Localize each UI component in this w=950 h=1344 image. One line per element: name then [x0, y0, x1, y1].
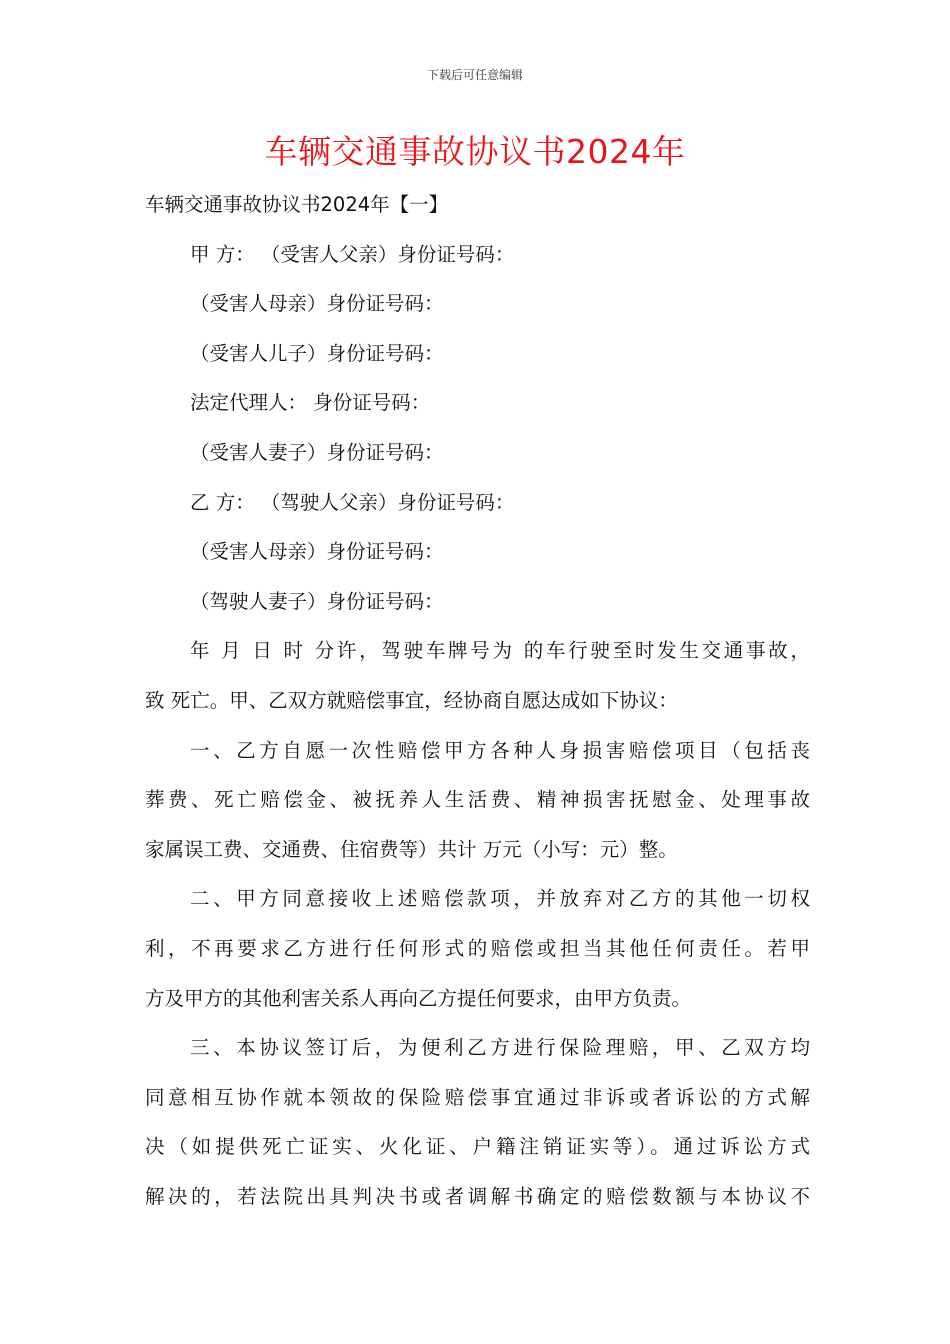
text-line: 二、甲方同意接收上述赔偿款项，并放弃对乙方的其他一切权 [190, 887, 810, 911]
section-subtitle: 车辆交通事故协议书2024年【一】 [145, 193, 449, 216]
text-line: 致 死亡。甲、乙双方就赔偿事宜，经协商自愿达成如下协议： [145, 688, 678, 712]
text-line: （受害人儿子）身份证号码： [190, 341, 444, 365]
text-line: （受害人母亲）身份证号码： [190, 292, 444, 316]
text-line: 利，不再要求乙方进行任何形式的赔偿或担当其他任何责任。若甲 [145, 936, 810, 960]
text-line: （驾驶人妻子）身份证号码： [190, 589, 444, 613]
text-line: 三、本协议签订后，为便利乙方进行保险理赔，甲、乙双方均 [190, 1036, 810, 1060]
text-line: 决（如提供死亡证实、火化证、户籍注销证实等）。通过诉讼方式 [145, 1135, 810, 1159]
document-body [145, 180, 810, 1221]
text-line: 同意相互协作就本领故的保险赔偿事宜通过非诉或者诉讼的方式解 [145, 1085, 810, 1109]
text-line: 年 月 日 时 分许，驾驶车牌号为 的车行驶至时发生交通事故， [190, 639, 810, 663]
header-note: 下载后可任意编辑 [426, 68, 523, 82]
text-line: 甲 方： （受害人父亲）身份证号码： [190, 242, 515, 266]
text-line: 葬费、死亡赔偿金、被抚养人生活费、精神损害抚慰金、处理事故 [145, 788, 810, 812]
text-line: 方及甲方的其他利害关系人再向乙方提任何要求，由甲方负责。 [145, 986, 692, 1010]
body-lines [145, 230, 810, 1222]
text-line: 乙 方： （驾驶人父亲）身份证号码： [190, 490, 515, 514]
text-line: （受害人母亲）身份证号码： [190, 540, 444, 564]
text-line: 家属误工费、交通费、住宿费等）共计 万元（小写：元）整。 [145, 837, 678, 861]
text-line: 一、乙方自愿一次性赔偿甲方各种人身损害赔偿项目（包括丧 [190, 738, 810, 762]
text-line: 解决的，若法院出具判决书或者调解书确定的赔偿数额与本协议不 [145, 1184, 810, 1208]
text-line: 法定代理人： 身份证号码： [190, 391, 431, 415]
document-title: 车辆交通事故协议书2024年 [264, 132, 686, 171]
text-line: （受害人妻子）身份证号码： [190, 440, 444, 464]
